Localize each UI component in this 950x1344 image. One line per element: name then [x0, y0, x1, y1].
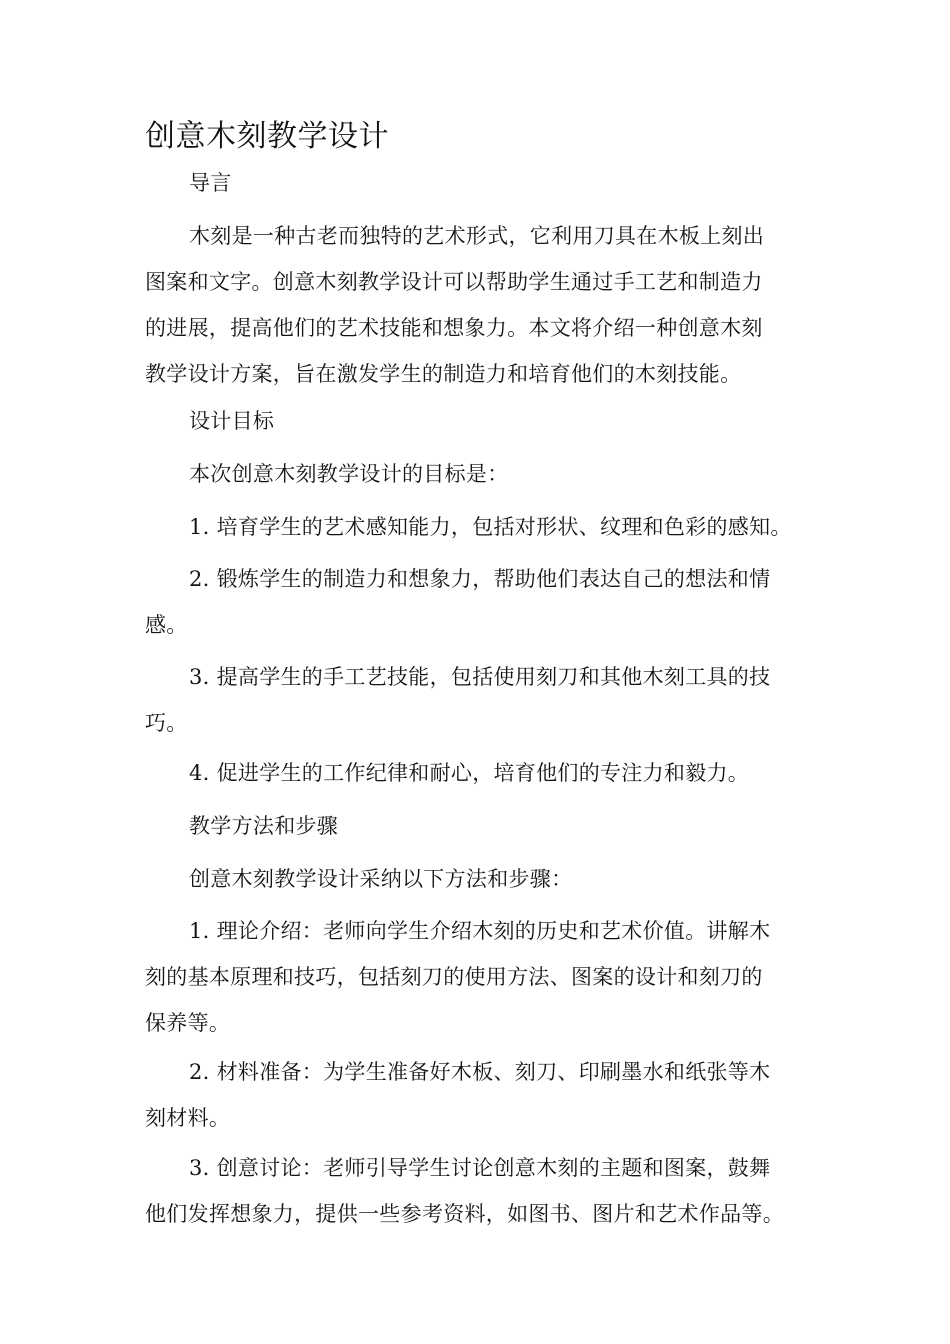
step-item-1 — [145, 908, 825, 1046]
text-line: 2. 材料准备：为学生准备好木板、刻刀、印刷墨水和纸张等木 — [189, 1060, 771, 1084]
section-heading-intro: 导言 — [189, 171, 232, 195]
text-line: 4. 促进学生的工作纪律和耐心，培育他们的专注力和毅力。 — [189, 761, 750, 785]
text-line: 图案和文字。创意木刻教学设计可以帮助学生通过手工艺和制造力 — [145, 270, 763, 294]
methods-lead-paragraph: 创意木刻教学设计采纳以下方法和步骤： — [189, 867, 573, 891]
goals-lead-paragraph: 本次创意木刻教学设计的目标是： — [189, 462, 509, 486]
goal-item-1 — [145, 504, 825, 550]
text-line: 感。 — [145, 613, 188, 637]
text-line: 1. 培育学生的艺术感知能力，包括对形状、纹理和色彩的感知。 — [189, 515, 792, 539]
text-line: 刻的基本原理和技巧，包括刻刀的使用方法、图案的设计和刻刀的 — [145, 965, 763, 989]
section-heading-goals: 设计目标 — [189, 409, 275, 433]
step-item-2 — [145, 1049, 825, 1141]
text-line: 保养等。 — [145, 1011, 231, 1035]
text-line: 1. 理论介绍：老师向学生介绍木刻的历史和艺术价值。讲解木 — [189, 919, 771, 943]
goal-item-2 — [145, 556, 825, 648]
text-line: 木刻是一种古老而独特的艺术形式，它利用刀具在木板上刻出 — [189, 224, 765, 248]
section-heading-methods: 教学方法和步骤 — [189, 814, 339, 838]
text-line: 3. 提高学生的手工艺技能，包括使用刻刀和其他木刻工具的技 — [189, 665, 771, 689]
text-line: 教学设计方案，旨在激发学生的制造力和培育他们的木刻技能。 — [145, 362, 742, 386]
intro-paragraph — [145, 213, 825, 397]
goal-item-4 — [145, 750, 825, 796]
text-line: 刻材料。 — [145, 1106, 231, 1130]
text-line: 的进展，提高他们的艺术技能和想象力。本文将介绍一种创意木刻 — [145, 316, 763, 340]
text-line: 他们发挥想象力，提供一些参考资料，如图书、图片和艺术作品等。 — [145, 1202, 784, 1226]
step-item-3 — [145, 1145, 825, 1237]
text-line: 3. 创意讨论：老师引导学生讨论创意木刻的主题和图案，鼓舞 — [189, 1156, 771, 1180]
text-line: 2. 锻炼学生的制造力和想象力，帮助他们表达自己的想法和情 — [189, 567, 771, 591]
goal-item-3 — [145, 654, 825, 746]
text-line: 巧。 — [145, 711, 188, 735]
document-title: 创意木刻教学设计 — [145, 119, 389, 154]
